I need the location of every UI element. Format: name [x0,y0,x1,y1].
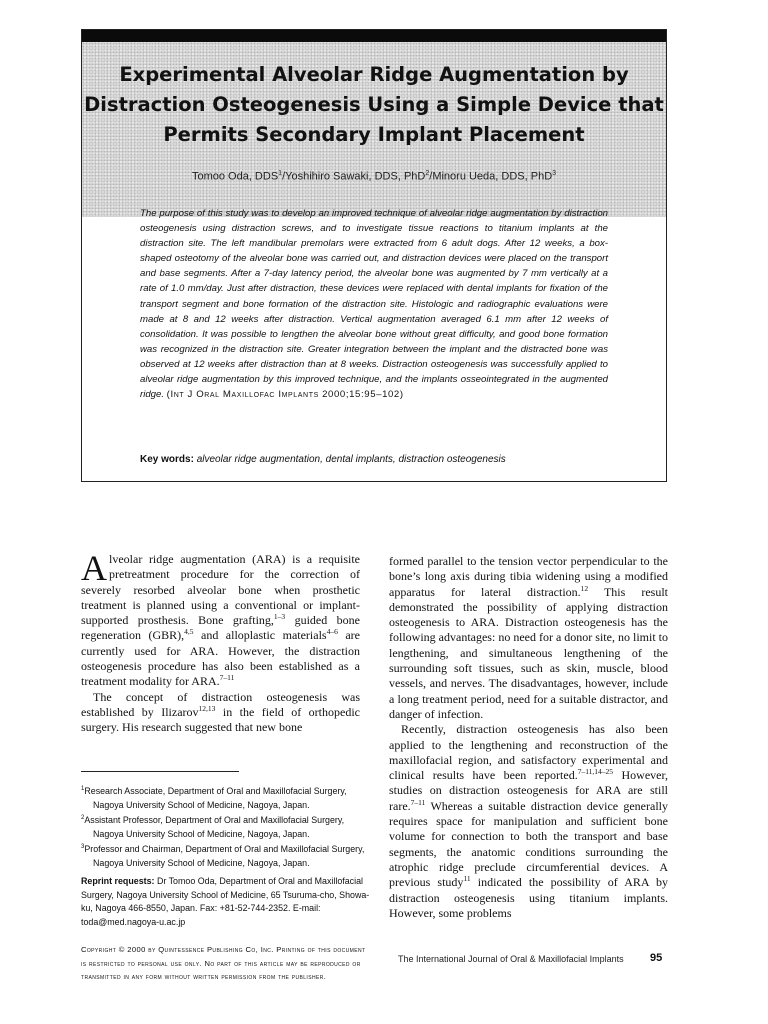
author-affiliation-mark: 2 [425,170,430,177]
author-affiliation-mark: 1 [278,170,283,177]
body-column-right [389,554,668,921]
reference-superscript: 4,5 [184,627,194,637]
reprint-text: Dr Tomoo Oda, Department of Oral and Maxillofacial Surgery, Nagoya University School of Medicine, 65 Tsuruma-cho, Showa-ku, Nagoya 466-8550, Japan. Fax: +81-52-744-2352. E-mail: toda@med.nagoya-u.ac.jp [81,876,370,927]
left-paragraph-2: The concept of distraction osteogenesis was established by Ilizarov$^{12,13}$ in the field of orthopedic surgery. His research suggested that new bone [81,689,360,735]
reprint-requests [81,875,371,929]
title-block [81,29,667,482]
abstract-text: The purpose of this study was to develop an improved technique of alveolar ridge augmentation by distraction osteogenesis using distraction screws, and to investigate tissue reactions to titanium implants at the distraction site. The left mandibular premolars were extracted from 6 adult dogs. After 12 weeks, a box-shaped osteotomy of the alveolar bone was carried out, and distraction devices were placed on the transport and base segments. After a 7-day latency period, the alveolar bone was augmented by 7 mm vertically at a rate of 1.0 mm/day. Just after distraction, these devices were replaced with dental implants for fixation of the transport segment and bone formation of the distraction site. Histologic and radiographic evaluations were made at 8 and 12 weeks after distraction. Vertical augmentation averaged 6.1 mm after 12 weeks of consolidation. It was possible to lengthen the alveolar bone without great difficulty, and good bone formation was recognized in the distraction site. Greater integration between the implant and the distracted bone was observed at 12 weeks after distraction than at 8 weeks. Distraction osteogenesis was successfully applied to alveolar ridge augmentation by this improved technique, and the implants osseointegrated in the augmented ridge. [140,208,608,401]
body-column-left [81,548,360,736]
title-header [82,42,666,217]
author-line: Tomoo Oda, DDS$^1$/Yoshihiro Sawaki, DDS, PhD$^2$/Minoru Ueda, DDS, PhD$^3$ [191,170,557,183]
reference-superscript: 1–3 [273,612,286,622]
left-paragraph-1: Alveolar ridge augmentation (ARA) is a requisite pretreatment procedure for the correction of severely resorbed alveolar bone when prosthetic treatment is planned using a conventional or implant-supported prosthesis. Bone grafting,$^{1-3}$ guided bone regeneration (GBR),$^{4,5}$ and alloplastic materials$^{4-6}$ are currently used for ARA. However, the distraction osteogenesis procedure has also been established as a treatment modality for ARA.$^{7-11}$ [81,548,360,689]
reference-superscript: 7–11 [219,673,235,683]
affiliation-mark: 3 [81,844,85,851]
copyright-notice: Copyright © 2000 by Quintessence Publishing Co, Inc. Printing of this document is restricted to personal use only. No part of this article may be reproduced or transmitted in any form without written permission from the publisher. [81,945,366,981]
author-name: Tomoo Oda, DDS [191,170,279,183]
affiliation-mark: 1 [81,786,85,792]
affiliations [81,783,371,870]
journal-name: The International Journal of Oral & Maxillofacial Implants [398,954,624,964]
article-title: Experimental Alveolar Ridge Augmentation by Distraction Osteogenesis Using a Simple Device that Permits Secondary Implant Placement [84,63,664,146]
keywords-label: Key words: [140,454,194,465]
reference-superscript: 12 [580,583,589,593]
author-affiliation-mark: 3 [552,170,557,177]
affiliation-mark: 2 [81,815,85,822]
page-number: 95 [650,952,663,964]
right-paragraph-2: Recently, distraction osteogenesis has also been applied to the lengthening and reconstruction of the maxillofacial region, and satisfactory experimental and clinical results have been reported.$^{7-11,14-25}$ However, studies on distraction osteogenesis for ARA are still rare.$^{7-11}$ Whereas a suitable distraction device generally requires space for manipulation and sufficient bone volume for connection to both the transport and base segments, the anatomic conditions surrounding the atrophic ridge preclude circumferential devices. A previous study$^{11}$ indicated the possibility of ARA by distraction osteogenesis using titanium implants. However, some problems [389,722,669,920]
footnote-rule [81,771,239,772]
affiliation-item: $^3$Professor and Chairman, Department of Oral and Maxillofacial Surgery, Nagoya University School of Medicine, Nagoya, Japan. [81,844,365,868]
reference-superscript: 12,13 [198,703,216,713]
title-top-bar [82,30,666,42]
right-paragraph-1: formed parallel to the tension vector perpendicular to the bone’s long axis during tibia widening using a modified apparatus for lateral distraction.$^{12}$ This result demonstrated the possibility of applying distraction osteogenesis to ARA. Distraction osteogenesis has the following advantages: no need for a donor site, no limit to lengthening, and simultaneous lengthening of the surrounding soft tissues, such as skin, muscle, blood vessels, and nerves. The disadvantages, however, include a long treatment period, need for a suitable distractor, and danger of infection. [389,554,668,721]
author-name: Yoshihiro Sawaki, DDS, PhD [285,170,426,183]
abstract-citation: (Int J Oral Maxillofac Implants 2000;15:95–102) [166,389,404,401]
reprint-label: Reprint requests: [81,876,155,886]
affiliation-item: $^2$Assistant Professor, Department of Oral and Maxillofacial Surgery, Nagoya University School of Medicine, Nagoya, Japan. [81,815,345,839]
keywords-terms: alveolar ridge augmentation, dental implants, distraction osteogenesis [196,454,506,465]
keywords [140,454,608,465]
author-name: Minoru Ueda, DDS, PhD [432,170,553,183]
drop-cap: A [81,548,107,588]
affiliation-item: $^1$Research Associate, Department of Oral and Maxillofacial Surgery, Nagoya University School of Medicine, Nagoya, Japan. [81,785,347,810]
reference-superscript: 7–11 [410,797,426,807]
abstract [140,206,608,402]
reference-superscript: 4–6 [326,627,338,637]
reference-superscript: 7–11,14–25 [577,767,614,777]
reference-superscript: 11 [463,874,471,884]
